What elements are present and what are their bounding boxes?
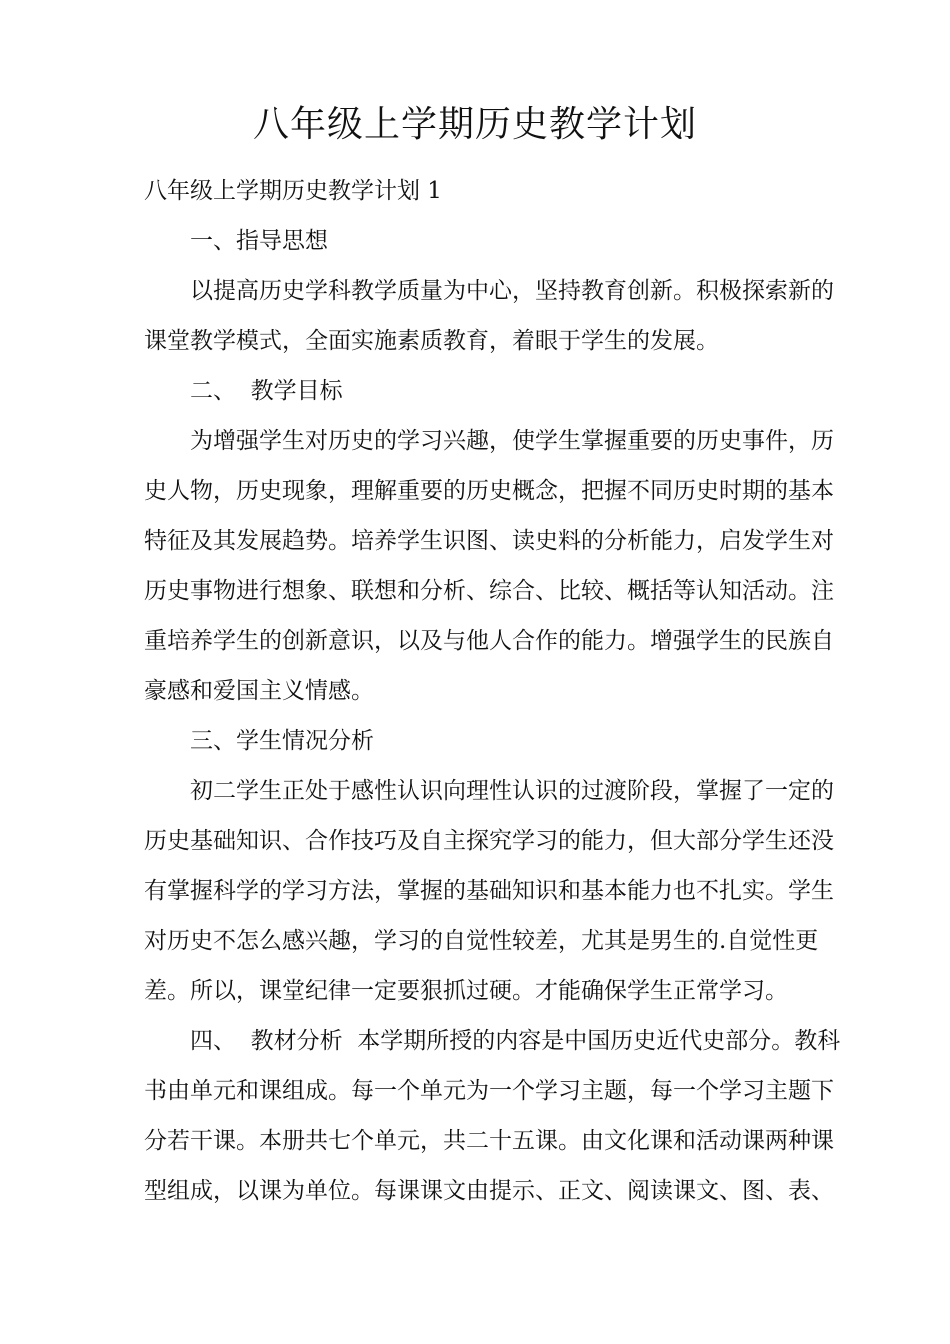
- paragraph-line: 书由单元和课组成。每一个单元为一个学习主题，每一个学习主题下: [144, 1078, 834, 1104]
- document-subtitle: 八年级上学期历史教学计划 1: [144, 178, 442, 204]
- paragraph-line: 课堂教学模式，全面实施素质教育，着眼于学生的发展。: [144, 328, 719, 354]
- paragraph-line: 有掌握科学的学习方法，掌握的基础知识和基本能力也不扎实。学生: [144, 878, 834, 904]
- section-heading-guiding-ideology: 一、指导思想: [190, 228, 328, 254]
- document-body: [144, 166, 841, 1216]
- section-heading-student-analysis: 三、学生情况分析: [190, 728, 374, 754]
- paragraph-line: 历史基础知识、合作技巧及自主探究学习的能力，但大部分学生还没: [144, 828, 834, 854]
- section-heading-teaching-goals: 二、 教学目标: [190, 378, 343, 404]
- paragraph-line: 重培养学生的创新意识，以及与他人合作的能力。增强学生的民族自: [144, 628, 834, 654]
- paragraph-line: 豪感和爱国主义情感。: [144, 678, 374, 704]
- paragraph-line: 初二学生正处于感性认识向理性认识的过渡阶段，掌握了一定的: [190, 778, 834, 804]
- paragraph-line: 以提高历史学科教学质量为中心，坚持教育创新。积极探索新的: [190, 278, 834, 304]
- paragraph-line: 史人物，历史现象，理解重要的历史概念，把握不同历史时期的基本: [144, 478, 834, 504]
- paragraph-line: 分若干课。本册共七个单元，共二十五课。由文化课和活动课两种课: [144, 1128, 834, 1154]
- paragraph-line: 历史事物进行想象、联想和分析、综合、比较、概括等认知活动。注: [144, 578, 834, 604]
- paragraph-line: 为增强学生对历史的学习兴趣，使学生掌握重要的历史事件，历: [190, 428, 834, 454]
- paragraph-line: 对历史不怎么感兴趣，学习的自觉性较差，尤其是男生的.自觉性更: [144, 928, 819, 954]
- document-title: 八年级上学期历史教学计划: [252, 104, 697, 145]
- paragraph-line-textbook-analysis: 四、 教材分析 本学期所授的内容是中国历史近代史部分。教科: [190, 1028, 841, 1054]
- paragraph-line: 型组成，以课为单位。每课课文由提示、正文、阅读课文、图、表、: [144, 1178, 834, 1204]
- paragraph-line: 差。所以，课堂纪律一定要狠抓过硬。才能确保学生正常学习。: [144, 978, 788, 1004]
- paragraph-line: 特征及其发展趋势。培养学生识图、读史料的分析能力，启发学生对: [144, 528, 834, 554]
